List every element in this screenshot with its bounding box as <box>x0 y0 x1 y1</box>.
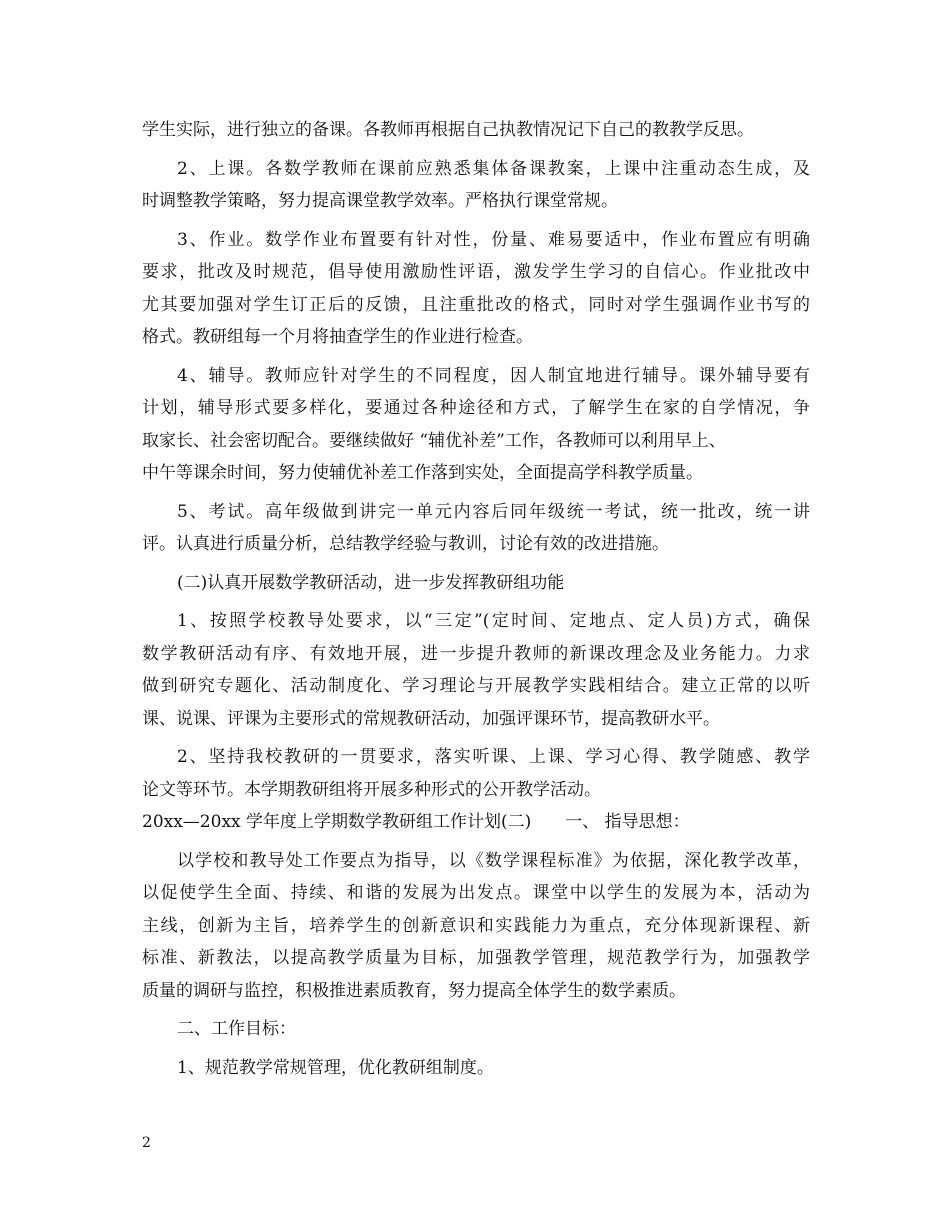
section-heading: (二)认真开展数学教研活动，进一步发挥教研组功能 <box>177 572 565 593</box>
body-line: 课、说课、评课为主要形式的常规教研活动，加强评课环节，提高教研水平。 <box>142 708 720 729</box>
page-number: 2 <box>142 1135 151 1151</box>
body-line: 要求，批改及时规范，倡导使用激励性评语，激发学生学习的自信心。作业批改中 <box>142 262 810 282</box>
body-line: 评。认真进行质量分析，总结教学经验与教训，讨论有效的改进措施。 <box>142 534 669 554</box>
body-line: 1、按照学校教导处要求，以“三定”(定时间、定地点、定人员)方式，确保 <box>177 611 810 631</box>
body-line: 1、规范教学常规管理，优化教研组制度。 <box>177 1057 494 1078</box>
body-line: 论文等环节。本学期教研组将开展多种形式的公开教学活动。 <box>142 779 601 800</box>
body-line: 3、作业。数学作业布置要有针对性，份量、难易要适中，作业布置应有明确 <box>177 229 810 250</box>
body-line: 2、上课。各数学教师在课前应熟悉集体备课教案，上课中注重动态生成，及 <box>177 158 810 179</box>
body-line: 格式。教研组每一个月将抽查学生的作业进行检查。 <box>142 327 533 347</box>
body-line: 取家长、社会密切配合。要继续做好 “辅优补差”工作，各教师可以利用早上、 <box>142 430 726 451</box>
body-line: 尤其要加强对学生订正后的反馈，且注重批改的格式，同时对学生强调作业书写的 <box>142 294 810 315</box>
body-line: 质量的调研与监控，积极推进素质教育，努力提高全体学生的数学素质。 <box>142 980 686 1001</box>
body-line: 数学教研活动有序、有效地开展，进一步提升教师的新课改理念及业务能力。力求 <box>142 643 810 664</box>
body-line: 时调整教学策略，努力提高课堂教学效率。严格执行课堂常规。 <box>142 191 618 211</box>
body-line: 计划，辅导形式要多样化，要通过各种途径和方式，了解学生在家的自学情况，争 <box>142 398 810 418</box>
body-line: 做到研究专题化、活动制度化、学习理论与开展教学实践相结合。建立正常的以听 <box>142 676 810 696</box>
body-line: 标准、新教法，以提高教学质量为目标，加强教学管理，规范教学行为，加强教学 <box>142 948 810 968</box>
body-line: 2、坚持我校教研的一贯要求，落实听课、上课、学习心得、教学随感、教学 <box>177 747 810 767</box>
body-line: 以促使学生全面、持续、和谐的发展为出发点。课堂中以学生的发展为本，活动为 <box>142 883 810 903</box>
document-body <box>142 114 810 1084</box>
plan-title-line: 20xx—20xx 学年度上学期数学教研组工作计划(二) 一、 指导思想： <box>142 812 690 832</box>
body-line: 以学校和教导处工作要点为指导，以《数学课程标准》为依据，深化教学改革， <box>177 850 810 871</box>
section-heading: 二、工作目标： <box>177 1019 296 1039</box>
body-line: 主线，创新为主旨，培养学生的创新意识和实践能力为重点，充分体现新课程、新 <box>142 915 810 936</box>
body-line: 5、考试。高年级做到讲完一单元内容后同年级统一考试，统一批改，统一讲 <box>177 501 810 522</box>
body-line: 学生实际，进行独立的备课。各教师再根据自己执教情况记下自己的教教学反思。 <box>142 120 754 140</box>
body-line: 中午等课余时间，努力使辅优补差工作落到实处，全面提高学科教学质量。 <box>142 463 703 483</box>
body-line: 4、辅导。教师应针对学生的不同程度，因人制宜地进行辅导。课外辅导要有 <box>177 365 810 386</box>
